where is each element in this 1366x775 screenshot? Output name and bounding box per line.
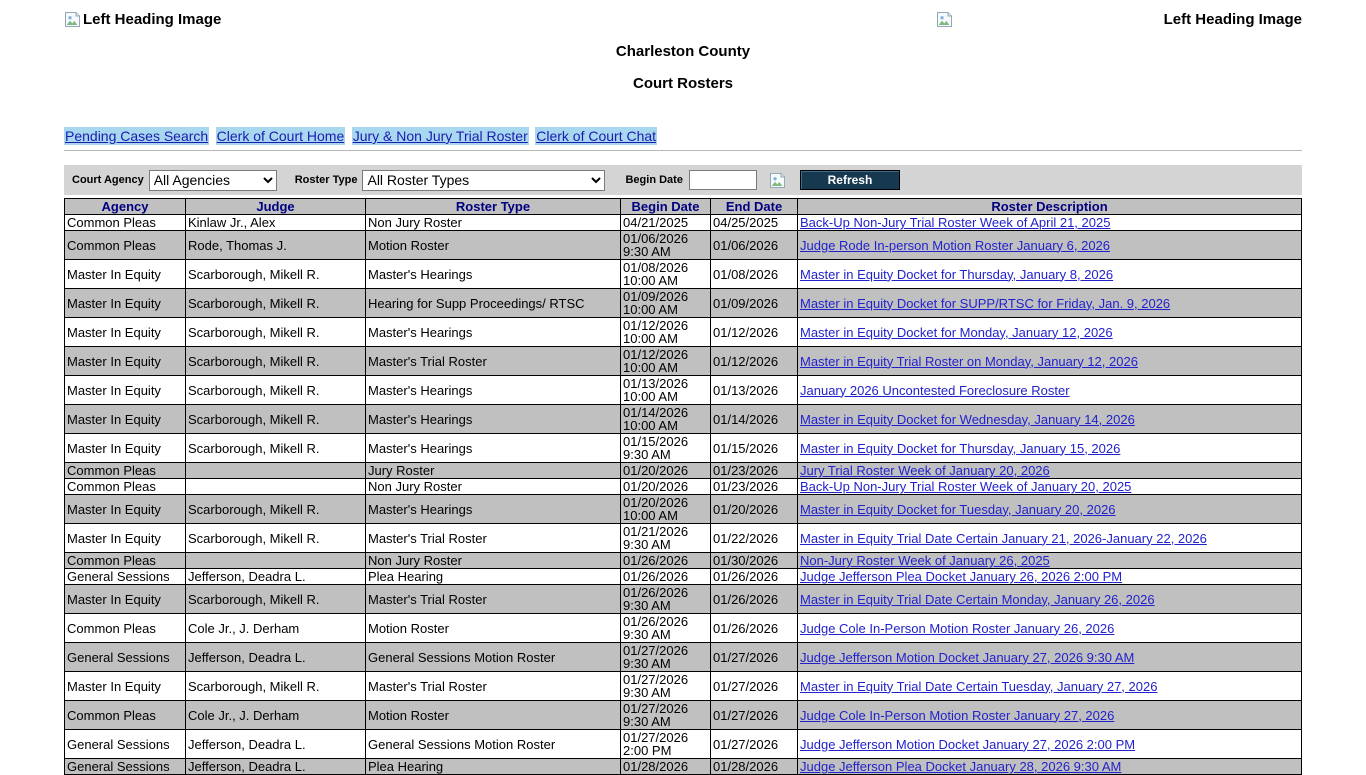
cell-roster-description	[798, 405, 1302, 434]
cell-agency: Master In Equity	[65, 495, 186, 524]
cell-roster-description	[798, 434, 1302, 463]
cell-end-date: 01/23/2026	[711, 463, 798, 479]
cell-agency: General Sessions	[65, 569, 186, 585]
cell-agency: Master In Equity	[65, 585, 186, 614]
table-row	[65, 614, 1302, 643]
cell-judge: Jefferson, Deadra L.	[186, 730, 366, 759]
cell-judge: Cole Jr., J. Derham	[186, 701, 366, 730]
cell-agency: Common Pleas	[65, 463, 186, 479]
begin-date-label: Begin Date	[625, 174, 683, 186]
cell-begin-date: 01/08/2026 10:00 AM	[621, 260, 711, 289]
cell-end-date: 01/12/2026	[711, 347, 798, 376]
cell-begin-date: 04/21/2025	[621, 215, 711, 231]
table-row	[65, 701, 1302, 730]
cell-begin-date: 01/14/2026 10:00 AM	[621, 405, 711, 434]
cell-end-date: 01/26/2026	[711, 569, 798, 585]
roster-description-link[interactable]: Master in Equity Trial Date Certain Tuesday, January 27, 2026	[800, 678, 1158, 694]
cell-agency: General Sessions	[65, 730, 186, 759]
nav-separator	[64, 150, 1302, 151]
cell-end-date: 01/26/2026	[711, 585, 798, 614]
cell-judge: Scarborough, Mikell R.	[186, 260, 366, 289]
cell-end-date: 01/14/2026	[711, 405, 798, 434]
cell-roster-type: Master's Hearings	[366, 434, 621, 463]
table-row	[65, 318, 1302, 347]
page-title-county: Charleston County	[615, 43, 751, 60]
cell-end-date: 01/20/2026	[711, 495, 798, 524]
cell-roster-type: Master's Hearings	[366, 405, 621, 434]
table-row	[65, 434, 1302, 463]
cell-judge: Scarborough, Mikell R.	[186, 318, 366, 347]
roster-description-link[interactable]: Back-Up Non-Jury Trial Roster Week of April 21, 2025	[800, 215, 1111, 230]
cell-begin-date: 01/26/2026 9:30 AM	[621, 614, 711, 643]
roster-description-link[interactable]: Master in Equity Docket for Monday, January 12, 2026	[800, 324, 1113, 340]
cell-roster-description	[798, 553, 1302, 569]
cell-end-date: 01/27/2026	[711, 672, 798, 701]
cell-roster-type: Master's Trial Roster	[366, 347, 621, 376]
cell-judge: Scarborough, Mikell R.	[186, 405, 366, 434]
cell-roster-description	[798, 318, 1302, 347]
cell-begin-date: 01/26/2026	[621, 569, 711, 585]
cell-roster-type: Master's Trial Roster	[366, 585, 621, 614]
table-row	[65, 672, 1302, 701]
cell-roster-description	[798, 347, 1302, 376]
nav-link-clerk-of-court-home[interactable]: Clerk of Court Home	[216, 128, 345, 144]
cell-begin-date: 01/26/2026 9:30 AM	[621, 585, 711, 614]
table-row	[65, 215, 1302, 231]
cell-end-date: 01/28/2026	[711, 759, 798, 775]
cell-end-date: 01/13/2026	[711, 376, 798, 405]
cell-begin-date: 01/15/2026 9:30 AM	[621, 434, 711, 463]
table-row	[65, 553, 1302, 569]
cell-roster-type: Non Jury Roster	[366, 479, 621, 495]
roster-description-link[interactable]: Non-Jury Roster Week of January 26, 2025	[800, 553, 1050, 568]
cell-judge: Kinlaw Jr., Alex	[186, 215, 366, 231]
cell-roster-type: Master's Trial Roster	[366, 524, 621, 553]
cell-end-date: 01/12/2026	[711, 318, 798, 347]
table-row	[65, 524, 1302, 553]
right-heading-image-alt: Left Heading Image	[1163, 11, 1302, 28]
cell-roster-type: Plea Hearing	[366, 569, 621, 585]
table-row	[65, 405, 1302, 434]
cell-agency: Master In Equity	[65, 524, 186, 553]
table-row	[65, 759, 1302, 775]
table-row	[65, 376, 1302, 405]
table-row	[65, 479, 1302, 495]
cell-roster-description	[798, 463, 1302, 479]
roster-description-link[interactable]: Master in Equity Docket for Thursday, January 8, 2026	[800, 266, 1114, 282]
cell-begin-date: 01/20/2026	[621, 463, 711, 479]
filter-bar	[64, 165, 1302, 195]
cell-judge: Scarborough, Mikell R.	[186, 585, 366, 614]
roster-description-link[interactable]: Master in Equity Docket for Wednesday, January 14, 2026	[800, 411, 1135, 427]
cell-roster-type: Motion Roster	[366, 701, 621, 730]
cell-agency: Master In Equity	[65, 672, 186, 701]
roster-description-link[interactable]: January 2026 Uncontested Foreclosure Roster	[800, 382, 1070, 398]
cell-roster-type: Master's Trial Roster	[366, 672, 621, 701]
cell-judge: Jefferson, Deadra L.	[186, 569, 366, 585]
cell-end-date: 01/27/2026	[711, 730, 798, 759]
roster-table-header	[65, 199, 1302, 215]
cell-begin-date: 01/06/2026 9:30 AM	[621, 231, 711, 260]
table-row	[65, 289, 1302, 318]
cell-judge: Scarborough, Mikell R.	[186, 672, 366, 701]
cell-begin-date: 01/20/2026	[621, 479, 711, 495]
cell-agency: Master In Equity	[65, 318, 186, 347]
roster-description-link[interactable]: Judge Jefferson Motion Docket January 27, 2026 9:30 AM	[800, 649, 1135, 665]
roster-description-link[interactable]: Master in Equity Docket for Tuesday, January 20, 2026	[800, 501, 1116, 517]
roster-description-link[interactable]: Master in Equity Docket for SUPP/RTSC for Friday, Jan. 9, 2026	[800, 295, 1171, 311]
cell-end-date: 01/30/2026	[711, 553, 798, 569]
nav-link-clerk-of-court-chat[interactable]: Clerk of Court Chat	[536, 128, 657, 144]
cell-agency: Master In Equity	[65, 347, 186, 376]
table-row	[65, 495, 1302, 524]
cell-roster-description	[798, 524, 1302, 553]
cell-judge: Jefferson, Deadra L.	[186, 759, 366, 775]
cell-roster-description	[798, 643, 1302, 672]
page-title-rosters: Court Rosters	[632, 75, 733, 92]
cell-begin-date: 01/09/2026 10:00 AM	[621, 289, 711, 318]
cell-roster-type: General Sessions Motion Roster	[366, 730, 621, 759]
cell-end-date: 01/15/2026	[711, 434, 798, 463]
cell-agency: Master In Equity	[65, 260, 186, 289]
cell-begin-date: 01/27/2026 2:00 PM	[621, 730, 711, 759]
cell-end-date: 01/09/2026	[711, 289, 798, 318]
cell-end-date: 01/27/2026	[711, 701, 798, 730]
broken-image-icon	[64, 11, 81, 28]
roster-description-link[interactable]: Judge Jefferson Plea Docket January 28, 2026 9:30 AM	[800, 759, 1122, 774]
roster-table-body	[65, 215, 1302, 775]
column-header-roster-description: Roster Description	[798, 199, 1302, 215]
cell-roster-description	[798, 479, 1302, 495]
cell-begin-date: 01/27/2026 9:30 AM	[621, 643, 711, 672]
cell-judge: Jefferson, Deadra L.	[186, 643, 366, 672]
cell-roster-description	[798, 614, 1302, 643]
cell-judge: Scarborough, Mikell R.	[186, 495, 366, 524]
cell-judge	[186, 479, 366, 495]
cell-begin-date: 01/12/2026 10:00 AM	[621, 318, 711, 347]
cell-agency: Master In Equity	[65, 405, 186, 434]
cell-roster-description	[798, 289, 1302, 318]
cell-end-date: 01/26/2026	[711, 614, 798, 643]
table-row	[65, 585, 1302, 614]
cell-begin-date: 01/26/2026	[621, 553, 711, 569]
roster-description-link[interactable]: Judge Cole In-Person Motion Roster January 27, 2026	[800, 707, 1115, 723]
cell-judge: Rode, Thomas J.	[186, 231, 366, 260]
table-row	[65, 231, 1302, 260]
cell-agency: General Sessions	[65, 759, 186, 775]
cell-judge: Scarborough, Mikell R.	[186, 347, 366, 376]
cell-roster-description	[798, 759, 1302, 775]
table-row	[65, 643, 1302, 672]
cell-agency: Common Pleas	[65, 215, 186, 231]
column-header-agency: Agency	[65, 199, 186, 215]
cell-agency: Common Pleas	[65, 479, 186, 495]
roster-description-link[interactable]: Judge Jefferson Motion Docket January 27, 2026 2:00 PM	[800, 736, 1136, 752]
cell-roster-type: Master's Hearings	[366, 260, 621, 289]
court-agency-select[interactable]	[149, 170, 277, 191]
refresh-button[interactable]: Refresh	[800, 170, 900, 190]
cell-roster-description	[798, 376, 1302, 405]
roster-table	[64, 198, 1302, 775]
cell-judge: Scarborough, Mikell R.	[186, 524, 366, 553]
cell-judge	[186, 463, 366, 479]
cell-roster-description	[798, 231, 1302, 260]
roster-description-link[interactable]: Master in Equity Trial Date Certain January 21, 2026-January 22, 2026	[800, 530, 1207, 546]
cell-roster-type: Master's Hearings	[366, 376, 621, 405]
cell-end-date: 01/27/2026	[711, 643, 798, 672]
nav-link-jury-non-jury-trial-roster[interactable]: Jury & Non Jury Trial Roster	[352, 128, 528, 144]
roster-description-link[interactable]: Back-Up Non-Jury Trial Roster Week of January 20, 2025	[800, 479, 1132, 494]
cell-begin-date: 01/27/2026 9:30 AM	[621, 701, 711, 730]
roster-description-link[interactable]: Jury Trial Roster Week of January 20, 2026	[800, 463, 1050, 478]
roster-description-link[interactable]: Judge Rode In-person Motion Roster January 6, 2026	[800, 237, 1111, 253]
cell-roster-type: Master's Hearings	[366, 495, 621, 524]
table-row	[65, 347, 1302, 376]
cell-end-date: 01/22/2026	[711, 524, 798, 553]
header-bar	[64, 0, 1302, 34]
roster-description-link[interactable]: Judge Jefferson Plea Docket January 26, 2026 2:00 PM	[800, 569, 1123, 584]
cell-roster-description	[798, 260, 1302, 289]
cell-agency: Master In Equity	[65, 434, 186, 463]
cell-end-date: 01/06/2026	[711, 231, 798, 260]
cell-roster-type: General Sessions Motion Roster	[366, 643, 621, 672]
nav-links	[64, 128, 1302, 145]
nav-link-pending-cases-search[interactable]: Pending Cases Search	[65, 128, 209, 144]
cell-roster-type: Motion Roster	[366, 614, 621, 643]
cell-roster-description	[798, 495, 1302, 524]
cell-roster-description	[798, 701, 1302, 730]
roster-description-link[interactable]: Master in Equity Docket for Thursday, January 15, 2026	[800, 440, 1121, 456]
cell-agency: General Sessions	[65, 643, 186, 672]
calendar-broken-image-icon	[769, 172, 786, 189]
roster-description-link[interactable]: Master in Equity Trial Roster on Monday, January 12, 2026	[800, 353, 1138, 369]
cell-end-date: 01/23/2026	[711, 479, 798, 495]
cell-agency: Master In Equity	[65, 376, 186, 405]
column-header-begin-date: Begin Date	[621, 199, 711, 215]
court-agency-label: Court Agency	[72, 174, 144, 186]
cell-roster-description	[798, 215, 1302, 231]
cell-roster-description	[798, 672, 1302, 701]
cell-judge	[186, 553, 366, 569]
roster-type-select[interactable]	[362, 170, 605, 191]
cell-agency: Common Pleas	[65, 701, 186, 730]
cell-judge: Scarborough, Mikell R.	[186, 376, 366, 405]
roster-description-link[interactable]: Master in Equity Trial Date Certain Monday, January 26, 2026	[800, 591, 1155, 607]
roster-description-link[interactable]: Judge Cole In-Person Motion Roster January 26, 2026	[800, 620, 1115, 636]
cell-begin-date: 01/20/2026 10:00 AM	[621, 495, 711, 524]
cell-agency: Master In Equity	[65, 289, 186, 318]
cell-begin-date: 01/27/2026 9:30 AM	[621, 672, 711, 701]
cell-roster-description	[798, 730, 1302, 759]
column-header-end-date: End Date	[711, 199, 798, 215]
table-row	[65, 260, 1302, 289]
cell-roster-type: Master's Hearings	[366, 318, 621, 347]
cell-roster-type: Non Jury Roster	[366, 553, 621, 569]
cell-roster-type: Jury Roster	[366, 463, 621, 479]
center-broken-image-icon	[936, 11, 953, 28]
table-row	[65, 730, 1302, 759]
cell-agency: Common Pleas	[65, 231, 186, 260]
column-header-roster-type: Roster Type	[366, 199, 621, 215]
cell-end-date: 01/08/2026	[711, 260, 798, 289]
cell-roster-type: Non Jury Roster	[366, 215, 621, 231]
left-heading-image-alt: Left Heading Image	[83, 11, 222, 28]
cell-begin-date: 01/13/2026 10:00 AM	[621, 376, 711, 405]
table-row	[65, 463, 1302, 479]
cell-agency: Common Pleas	[65, 614, 186, 643]
cell-end-date: 04/25/2025	[711, 215, 798, 231]
calendar-picker-button[interactable]	[769, 172, 786, 189]
cell-roster-type: Plea Hearing	[366, 759, 621, 775]
cell-judge: Scarborough, Mikell R.	[186, 289, 366, 318]
cell-roster-description	[798, 569, 1302, 585]
begin-date-input[interactable]	[689, 170, 757, 190]
cell-begin-date: 01/28/2026	[621, 759, 711, 775]
left-heading-image	[64, 11, 221, 28]
cell-roster-type: Hearing for Supp Proceedings/ RTSC	[366, 289, 621, 318]
cell-begin-date: 01/21/2026 9:30 AM	[621, 524, 711, 553]
cell-begin-date: 01/12/2026 10:00 AM	[621, 347, 711, 376]
column-header-judge: Judge	[186, 199, 366, 215]
table-row	[65, 569, 1302, 585]
cell-roster-description	[798, 585, 1302, 614]
roster-type-label: Roster Type	[294, 174, 358, 186]
cell-judge: Cole Jr., J. Derham	[186, 614, 366, 643]
cell-roster-type: Motion Roster	[366, 231, 621, 260]
cell-judge: Scarborough, Mikell R.	[186, 434, 366, 463]
cell-agency: Common Pleas	[65, 553, 186, 569]
